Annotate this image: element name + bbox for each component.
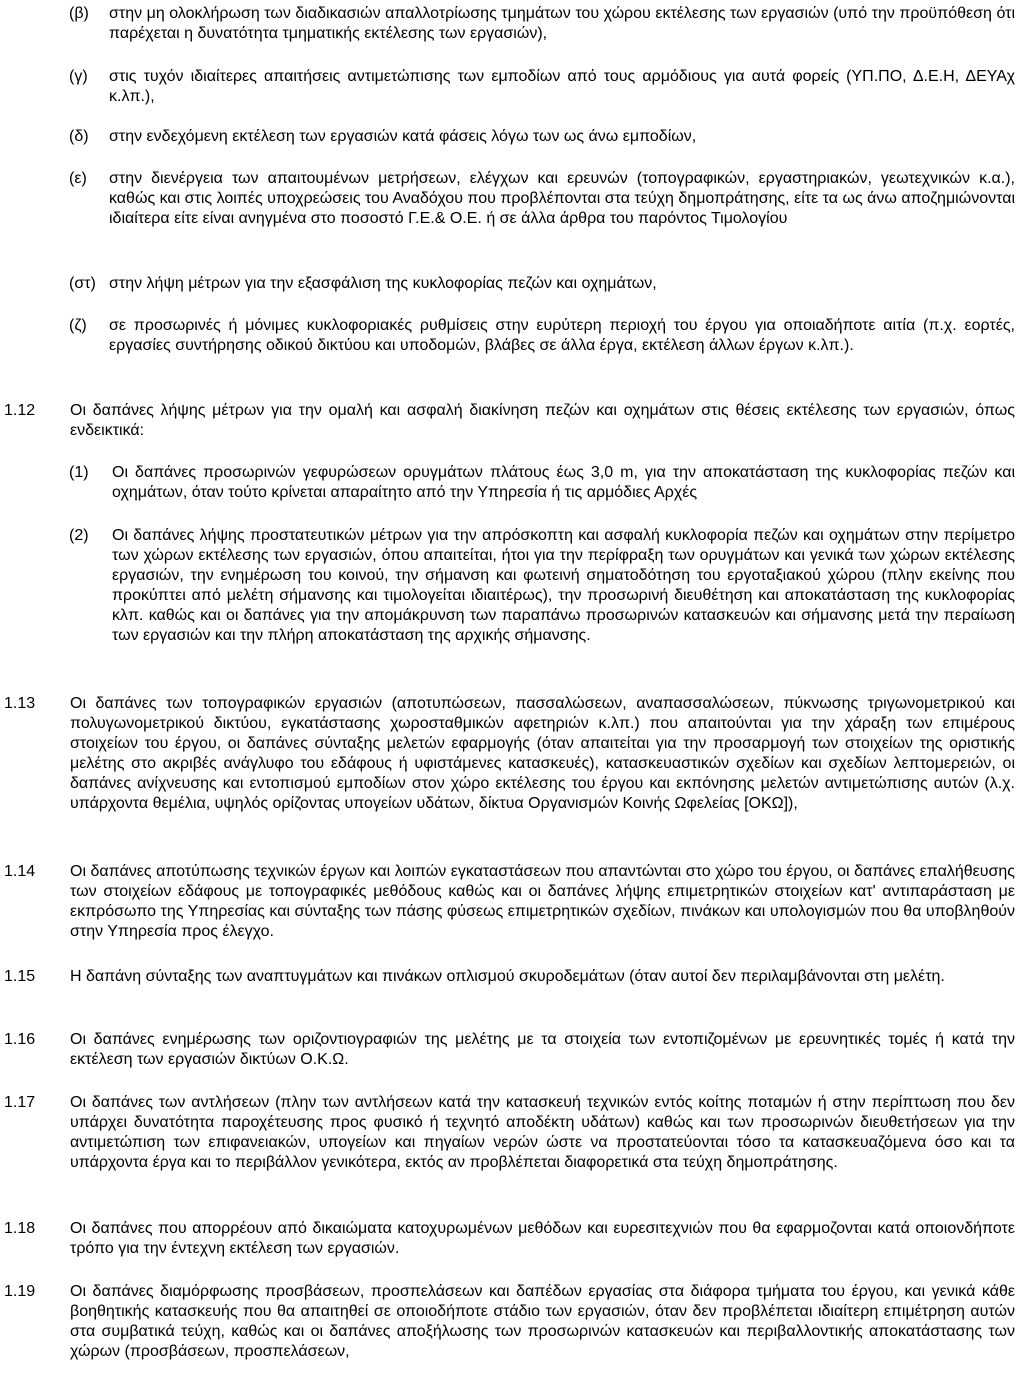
list-item-stigma: [69, 274, 1015, 294]
item-label: (1): [69, 464, 89, 481]
item-text: στις τυχόν ιδιαίτερες απαιτήσεις αντιμετώπισης των εμποδίων από τους αρμόδιους για αυτά φορείς (ΥΠ.ΠΟ, Δ.Ε.Η, ΔΕΥΑχ κ.λπ.),: [109, 68, 1015, 105]
section-1-14: [4, 862, 1015, 942]
section-number: 1.18: [4, 1220, 36, 1237]
item-label: (ζ): [69, 317, 87, 334]
section-text: Οι δαπάνες των αντλήσεων (πλην των αντλήσεων κατά την κατασκευή τεχνικών εντός κοίτης ποταμών ή στην περίπτωση που δεν υπάρχει δυνατότητα παροχέτευσης προς φυσικό ή τεχνητό αποδέκτη υδάτων) καθώς και των προσωρινών διευθετήσεων για την αντιμετώπιση των επιφανειακών, υπογείων και πηγαίων νερών ώστε να προστατεύονται τόσο τα κατασκευαζόμενα όσο και τα υπάρχοντα έργα και το περιβάλλον γενικότερα, εκτός αν προβλέπεται διαφορετικά στα τεύχη δημοπράτησης.: [70, 1094, 1015, 1171]
section-1-16: [4, 1030, 1015, 1070]
item-label: (στ): [69, 275, 96, 292]
section-number: 1.19: [4, 1283, 36, 1300]
item-text: στην ενδεχόμενη εκτέλεση των εργασιών κατά φάσεις λόγω των ως άνω εμποδίων,: [109, 128, 697, 145]
section-number: 1.12: [4, 402, 36, 419]
section-1-18: [4, 1219, 1015, 1259]
section-1-19: [4, 1282, 1015, 1362]
list-item-beta: [69, 4, 1015, 44]
item-label: (γ): [69, 68, 88, 85]
list-item-zeta: [69, 316, 1015, 356]
section-text: Οι δαπάνες των τοπογραφικών εργασιών (αποτυπώσεων, πασσαλώσεων, αναπασσαλώσεων, πύκνωσης τριγωνομετρικού και πολυγωνομετρικού δικτύου, εγκατάστασης χωροσταθμικών αφετηριών κ.λπ.) που απαιτούνται για την χάραξη των επιμέρους στοιχείων του έργου, οι δαπάνες σύνταξης μελετών εφαρμογής (όταν απαιτείται για την προσαρμογή των στοιχείων της οριστικής μελέτης στο ακριβές ανάγλυφο του εδάφους ή υφιστάμενες κατασκευές), κατασκευαστικών σχεδίων και σχεδίων λεπτομερειών, οι δαπάνες ανίχνευσης και εντοπισμού εμποδίων στον χώρο εκτέλεσης του έργου και εκπόνησης μελετών αντιμετώπισης αυτών (λ.χ. υπάρχοντα θεμέλια, υψηλός ορίζοντας υπογείων υδάτων, δίκτυα Οργανισμών Κοινής Ωφελείας [ΟΚΩ]),: [70, 695, 1015, 812]
item-text: Οι δαπάνες λήψης προστατευτικών μέτρων για την απρόσκοπτη και ασφαλή κυκλοφορία πεζών και οχημάτων στην περίμετρο των χώρων εκτέλεσης των εργασιών, όπου απαιτείται, ήτοι για την περίφραξη των ορυγμάτων και γενικά των χώρων εκτέλεσης εργασιών, την ενημέρωση του κοινού, την σήμανση και φωτεινή σηματοδότηση του εργοταξιακού χώρου (πλην εκείνης που προκύπτει από μελέτη σήμανσης και τιμολογείται ιδιαιτέρως), την προσωρινή διευθέτηση και αποκατάσταση της κυκλοφορίας κλπ. καθώς και οι δαπάνες για την απομάκρυνση των παραπάνω προσωρινών κατασκευών και σήμανσης μετά την περαίωση των εργασιών και την πλήρη αποκατάσταση της αρχικής σήμανσης.: [112, 527, 1015, 644]
item-label: (β): [69, 5, 89, 22]
item-text: στην διενέργεια των απαιτουμένων μετρήσεων, ελέγχων και ερευνών (τοπογραφικών, εργαστηριακών, γεωτεχνικών κ.α.), καθώς και στις λοιπές υποχρεώσεις του Αναδόχου που προβλέπονται στα τεύχη δημοπράτησης, είτε τα ως άνω αποζημιώνονται ιδιαίτερα είτε είναι ανηγμένα στο ποσοστό Γ.Ε.& Ο.Ε. ή σε άλλα άρθρα του παρόντος Τιμολογίου: [109, 170, 1015, 227]
section-text: Η δαπάνη σύνταξης των αναπτυγμάτων και πινάκων οπλισμού σκυροδεμάτων (όταν αυτοί δεν περιλαμβάνονται στη μελέτη.: [70, 968, 945, 985]
section-number: 1.17: [4, 1094, 36, 1111]
section-1-15: [4, 967, 1015, 987]
section-number: 1.13: [4, 695, 36, 712]
section-number: 1.14: [4, 863, 36, 880]
list-item-1: [69, 463, 1015, 503]
list-item-gamma: [69, 67, 1015, 107]
item-text: σε προσωρινές ή μόνιμες κυκλοφοριακές ρυθμίσεις στην ευρύτερη περιοχή του έργου για οποιαδήποτε αιτία (π.χ. εορτές, εργασίες συντήρησης οδικού δικτύου και υποδομών, βλάβες σε άλλα έργα, εκτέλεση άλλων έργων κ.λπ.).: [109, 317, 1015, 354]
section-text: Οι δαπάνες ενημέρωσης των οριζοντιογραφιών της μελέτης με τα στοιχεία των εντοπιζομένων με ερευνητικές τομές ή κατά την εκτέλεση των εργασιών δικτύων Ο.Κ.Ω.: [70, 1031, 1015, 1068]
item-label: (δ): [69, 128, 89, 145]
section-1-13: [4, 694, 1015, 814]
section-number: 1.15: [4, 968, 36, 985]
section-text: Οι δαπάνες λήψης μέτρων για την ομαλή και ασφαλή διακίνηση πεζών και οχημάτων στις θέσεις εκτέλεσης των εργασιών, όπως ενδεικτικά:: [70, 402, 1015, 439]
section-text: Οι δαπάνες διαμόρφωσης προσβάσεων, προσπελάσεων και δαπέδων εργασίας στα διάφορα τμήματα του έργου, και γενικά κάθε βοηθητικής κατασκευής που θα απαιτηθεί σε οποιοδήποτε στάδιο των εργασιών, όταν δεν προβλέπεται ιδιαίτερη επιμέτρηση αυτών στα συμβατικά τεύχη, καθώς και οι δαπάνες αποξήλωσης των προσωρινών κατασκευών και περιβαλλοντικής αποκατάστασης των χώρων (προσβάσεων, προσπελάσεων,: [70, 1283, 1015, 1360]
section-1-12: [4, 401, 1015, 441]
item-label: (2): [69, 527, 89, 544]
section-1-17: [4, 1093, 1015, 1173]
item-text: στην λήψη μέτρων για την εξασφάλιση της κυκλοφορίας πεζών και οχημάτων,: [109, 275, 657, 292]
item-text: Οι δαπάνες προσωρινών γεφυρώσεων ορυγμάτων πλάτους έως 3,0 m, για την αποκατάσταση της κυκλοφορίας πεζών και οχημάτων, όταν τούτο κρίνεται απαραίτητο από την Υπηρεσία ή τις αρμόδιες Αρχές: [112, 464, 1015, 501]
section-text: Οι δαπάνες αποτύπωσης τεχνικών έργων και λοιπών εγκαταστάσεων που απαντώνται στο χώρο του έργου, οι δαπάνες επαλήθευσης των στοιχείων εδάφους με τοπογραφικές μεθόδους καθώς και οι δαπάνες λήψης επιμετρητικών στοιχείων κατ' αντιπαράσταση με εκπρόσωπο της Υπηρεσίας και σύνταξης των πάσης φύσεως επιμετρητικών σχεδίων, πινάκων και υπολογισμών που θα υποβληθούν στην Υπηρεσία προς έλεγχο.: [70, 863, 1015, 940]
list-item-2: [69, 526, 1015, 646]
item-text: στην μη ολοκλήρωση των διαδικασιών απαλλοτρίωσης τμημάτων του χώρου εκτέλεσης των εργασιών (υπό την προϋπόθεση ότι παρέχεται η δυνατότητα τμηματικής εκτέλεσης των εργασιών),: [109, 5, 1015, 42]
list-item-delta: [69, 127, 1015, 147]
section-text: Οι δαπάνες που απορρέουν από δικαιώματα κατοχυρωμένων μεθόδων και ευρεσιτεχνιών που θα εφαρμοζονται κατά οποιονδήποτε τρόπο για την έντεχνη εκτέλεση των εργασιών.: [70, 1220, 1015, 1257]
list-item-epsilon: [69, 169, 1015, 229]
item-label: (ε): [69, 170, 87, 187]
section-number: 1.16: [4, 1031, 36, 1048]
